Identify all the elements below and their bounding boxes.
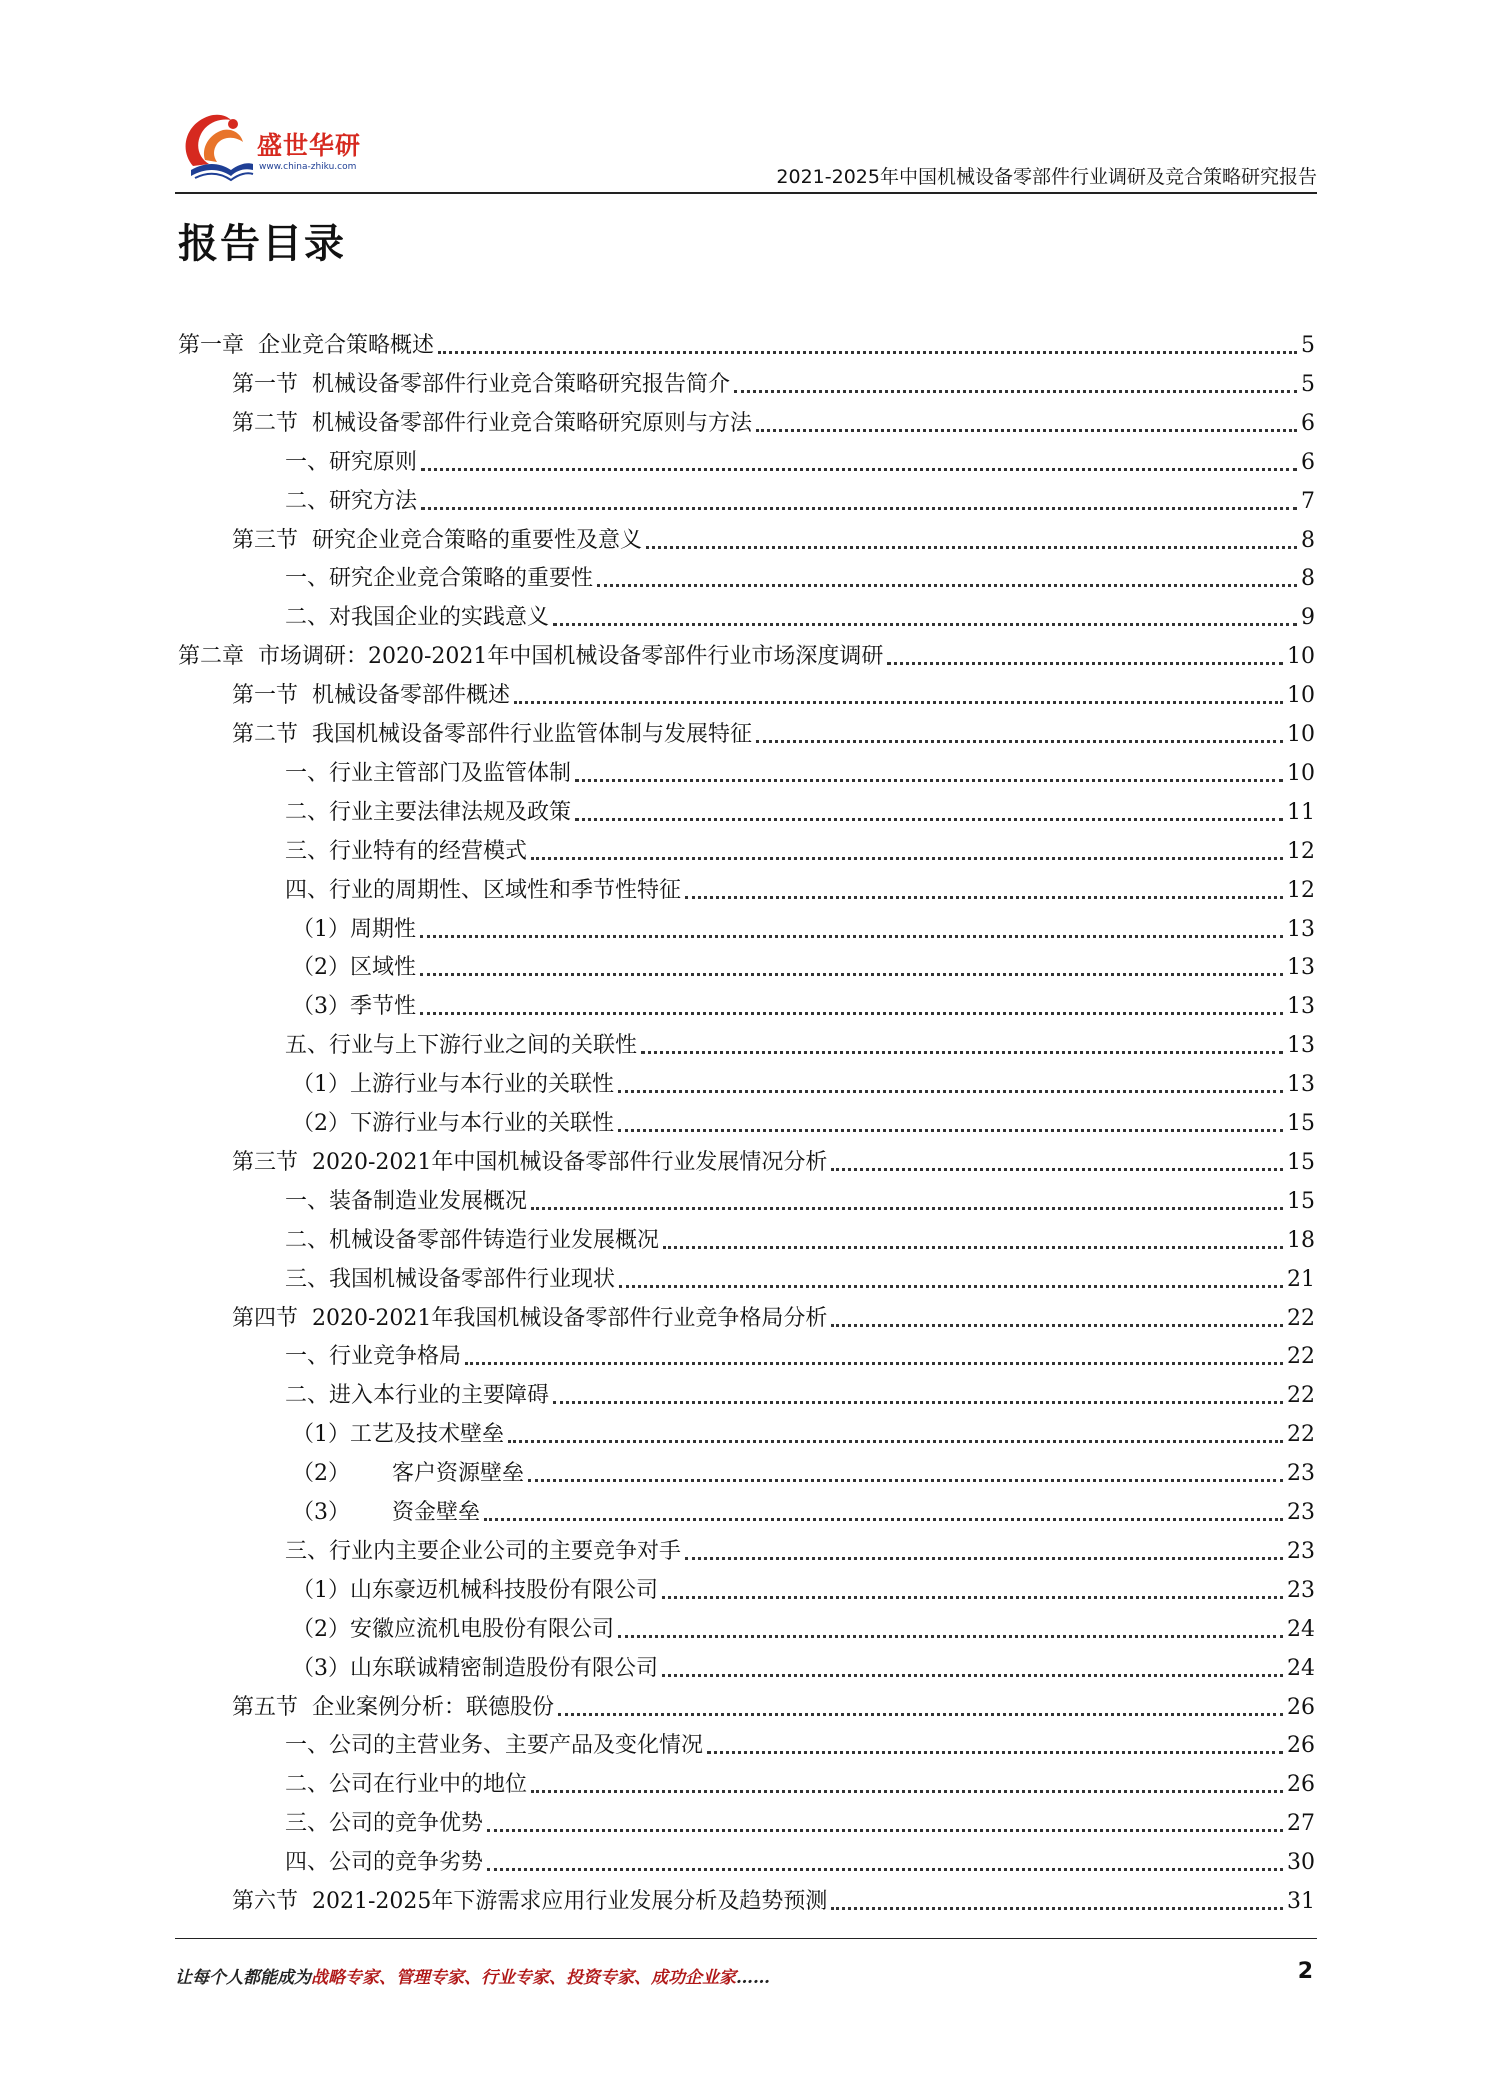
footer-slogan-highlight: 战略专家、管理专家、行业专家、投资专家、成功企业家 (311, 1968, 736, 1988)
toc-entry[interactable] (178, 1412, 1315, 1450)
toc-entry-title: （3） 资金壁垒 (292, 1500, 480, 1525)
toc-entry-page: 21 (1287, 1266, 1315, 1292)
toc-leader-dots (531, 856, 1283, 860)
toc-leader-dots (662, 1595, 1283, 1599)
toc-entry[interactable] (178, 868, 1315, 906)
toc-leader-dots (734, 389, 1297, 393)
toc-leader-dots (487, 1828, 1283, 1832)
toc-leader-dots (756, 739, 1283, 743)
toc-entry[interactable] (178, 362, 1315, 400)
toc-entry-page: 12 (1287, 877, 1315, 903)
toc-entry[interactable] (178, 1451, 1315, 1489)
footer-slogan-prefix: 让每个人都能成为 (175, 1968, 311, 1988)
toc-entry[interactable] (178, 790, 1315, 828)
toc-leader-dots (553, 622, 1297, 626)
toc-entry[interactable] (178, 907, 1315, 945)
toc-leader-dots (531, 1206, 1283, 1210)
toc-entry-page: 6 (1301, 449, 1315, 475)
toc-entry-page: 30 (1287, 1850, 1315, 1876)
toc-entry-page: 15 (1287, 1111, 1315, 1136)
toc-entry[interactable] (178, 1685, 1315, 1723)
page-header (175, 100, 1317, 194)
toc-entry-page: 13 (1287, 1033, 1315, 1059)
toc-leader-dots (641, 1050, 1283, 1054)
toc-entry[interactable] (178, 829, 1315, 867)
toc-entry-title: （1）工艺及技术壁垒 (292, 1422, 504, 1448)
toc-leader-dots (553, 1400, 1283, 1404)
toc-entry-title: 五、行业与上下游行业之间的关联性 (285, 1033, 638, 1059)
toc-entry-page: 8 (1301, 527, 1315, 553)
toc-entry-title: 三、行业特有的经营模式 (285, 838, 528, 864)
toc-entry-title: 三、行业内主要企业公司的主要竞争对手 (285, 1538, 682, 1564)
logo-emblem-icon (175, 104, 255, 184)
toc-leader-dots (831, 1167, 1283, 1171)
toc-entry-page: 13 (1287, 916, 1315, 942)
toc-entry-title: 二、研究方法 (285, 488, 418, 514)
toc-leader-dots (663, 1245, 1283, 1249)
toc-entry-title: 一、装备制造业发展概况 (285, 1188, 528, 1214)
toc-entry-title: 四、行业的周期性、区域性和季节性特征 (285, 877, 682, 903)
toc-leader-dots (685, 1556, 1283, 1560)
footer-slogan (175, 1963, 770, 1988)
toc-leader-dots (662, 1673, 1283, 1677)
toc-entry-title: 第五节 企业案例分析：联德股份 (232, 1694, 554, 1720)
toc-entry-title: 第二章 市场调研：2020-2021年中国机械设备零部件行业市场深度调研 (178, 644, 884, 670)
toc-entry-title: 一、行业主管部门及监管体制 (285, 760, 572, 786)
toc-leader-dots (438, 350, 1297, 354)
toc-entry-title: 第二节 我国机械设备零部件行业监管体制与发展特征 (232, 722, 752, 747)
toc-entry[interactable] (178, 1568, 1315, 1606)
toc-entry-page: 26 (1287, 1733, 1315, 1759)
toc-entry[interactable] (178, 751, 1315, 789)
toc-entry[interactable] (178, 1101, 1315, 1139)
toc-leader-dots (887, 661, 1283, 665)
toc-entry-title: 第二节 机械设备零部件行业竞合策略研究原则与方法 (232, 410, 752, 436)
toc-entry-page: 22 (1287, 1422, 1315, 1448)
toc-leader-dots (531, 1789, 1283, 1793)
toc-entry[interactable] (178, 1218, 1315, 1256)
toc-entry-page: 31 (1287, 1889, 1315, 1914)
toc-entry-title: （2） 客户资源壁垒 (292, 1461, 524, 1487)
toc-leader-dots (618, 1128, 1283, 1132)
toc-entry-page: 24 (1287, 1655, 1315, 1681)
toc-leader-dots (528, 1478, 1283, 1482)
page-footer (175, 1938, 1317, 1988)
toc-entry-title: 三、公司的竞争优势 (285, 1811, 484, 1837)
toc-entry-title: 二、行业主要法律法规及政策 (285, 799, 572, 825)
toc-entry-title: 第三节 研究企业竞合策略的重要性及意义 (232, 527, 642, 553)
toc-leader-dots (756, 428, 1297, 432)
toc-entry-page: 15 (1287, 1149, 1315, 1175)
toc-leader-dots (484, 1517, 1283, 1521)
toc-entry-title: 二、对我国企业的实践意义 (285, 605, 550, 631)
toc-entry-page: 23 (1287, 1538, 1315, 1564)
toc-leader-dots (575, 778, 1283, 782)
toc-entry[interactable] (178, 712, 1315, 750)
toc-leader-dots (597, 583, 1297, 587)
toc-leader-dots (421, 506, 1297, 510)
logo-url: www.china-zhiku.com (259, 162, 357, 172)
toc-entry-title: 二、公司在行业中的地位 (285, 1772, 528, 1798)
toc-heading: 报告目录 (178, 221, 346, 267)
toc-entry-page: 27 (1287, 1811, 1315, 1837)
toc-entry[interactable] (178, 1840, 1315, 1878)
toc-entry-page: 10 (1287, 683, 1315, 709)
toc-entry-title: 第一节 机械设备零部件概述 (232, 683, 510, 709)
toc-entry-page: 23 (1287, 1461, 1315, 1487)
toc-entry[interactable] (178, 1140, 1315, 1178)
toc-leader-dots (831, 1323, 1283, 1327)
toc-entry-page: 26 (1287, 1772, 1315, 1798)
toc-entry[interactable] (178, 323, 1315, 361)
toc-entry-page: 18 (1287, 1227, 1315, 1253)
toc-entry-title: （3）季节性 (292, 994, 416, 1020)
toc-entry[interactable] (178, 1801, 1315, 1839)
toc-entry[interactable] (178, 1062, 1315, 1100)
toc-entry-page: 7 (1301, 488, 1315, 514)
toc-leader-dots (420, 1011, 1283, 1015)
toc-entry[interactable] (178, 634, 1315, 672)
toc-leader-dots (421, 467, 1297, 471)
toc-entry[interactable] (178, 518, 1315, 556)
toc-entry[interactable] (178, 1879, 1315, 1917)
toc-entry-page: 5 (1301, 333, 1315, 358)
toc-entry-page: 23 (1287, 1500, 1315, 1525)
toc-entry-title: 第一节 机械设备零部件行业竞合策略研究报告简介 (232, 371, 730, 397)
toc-entry[interactable] (178, 401, 1315, 439)
toc-entry-title: 二、机械设备零部件铸造行业发展概况 (285, 1227, 660, 1253)
toc-entry[interactable] (178, 945, 1315, 983)
toc-entry-title: （3）山东联诚精密制造股份有限公司 (292, 1655, 658, 1681)
toc-entry-page: 13 (1287, 955, 1315, 981)
toc-entry-page: 10 (1287, 644, 1315, 670)
toc-entry-page: 5 (1301, 371, 1315, 397)
toc-entry[interactable] (178, 556, 1315, 594)
toc-entry[interactable] (178, 1529, 1315, 1567)
toc-entry[interactable] (178, 1023, 1315, 1061)
toc-entry-title: 二、进入本行业的主要障碍 (285, 1383, 550, 1409)
toc-entry[interactable] (178, 440, 1315, 478)
toc-leader-dots (558, 1712, 1283, 1716)
toc-leader-dots (831, 1906, 1283, 1910)
toc-entry[interactable] (178, 1373, 1315, 1411)
toc-entry-title: 一、研究原则 (285, 449, 418, 475)
brand-logo (175, 100, 405, 188)
toc-entry[interactable] (178, 984, 1315, 1022)
toc-entry-title: （1）上游行业与本行业的关联性 (292, 1072, 614, 1098)
toc-leader-dots (487, 1867, 1283, 1871)
toc-entry-page: 6 (1301, 410, 1315, 436)
toc-entry-page: 10 (1287, 760, 1315, 786)
toc-leader-dots (514, 700, 1283, 704)
toc-entry-page: 24 (1287, 1616, 1315, 1642)
toc-entry-page: 11 (1287, 799, 1315, 825)
toc-entry-title: （1）山东豪迈机械科技股份有限公司 (292, 1577, 658, 1603)
toc-entry-title: 一、公司的主营业务、主要产品及变化情况 (285, 1733, 704, 1759)
toc-leader-dots (575, 817, 1283, 821)
toc-entry-page: 10 (1287, 722, 1315, 747)
toc-leader-dots (685, 895, 1283, 899)
toc-entry-title: 第四节 2020-2021年我国机械设备零部件行业竞争格局分析 (232, 1305, 828, 1331)
toc-entry-page: 9 (1301, 605, 1315, 631)
toc-entry-title: 第六节 2021-2025年下游需求应用行业发展分析及趋势预测 (232, 1889, 828, 1914)
toc-entry-page: 15 (1287, 1188, 1315, 1214)
toc-entry-title: （2）区域性 (292, 955, 416, 981)
toc-entry-page: 26 (1287, 1694, 1315, 1720)
toc-entry[interactable] (178, 1646, 1315, 1684)
toc-entry-title: 一、研究企业竞合策略的重要性 (285, 566, 594, 592)
toc-entry-page: 22 (1287, 1344, 1315, 1370)
toc-entry-page: 22 (1287, 1383, 1315, 1409)
toc-leader-dots (618, 1634, 1283, 1638)
logo-brand-name: 盛世华研 (257, 131, 362, 160)
toc-entry[interactable] (178, 1762, 1315, 1800)
toc-entry-page: 13 (1287, 1072, 1315, 1098)
toc-leader-dots (420, 934, 1283, 938)
toc-entry-page: 23 (1287, 1577, 1315, 1603)
report-title: 2021-2025年中国机械设备零部件行业调研及竞合策略研究报告 (776, 166, 1317, 188)
toc-entry-title: 一、行业竞争格局 (285, 1344, 462, 1370)
toc-entry-title: 三、我国机械设备零部件行业现状 (285, 1266, 616, 1292)
toc-leader-dots (508, 1439, 1283, 1443)
toc-entry[interactable] (178, 595, 1315, 633)
toc-entry-title: 第三节 2020-2021年中国机械设备零部件行业发展情况分析 (232, 1149, 828, 1175)
toc-entry[interactable] (178, 1179, 1315, 1217)
toc-entry-title: （2）安徽应流机电股份有限公司 (292, 1616, 614, 1642)
toc-entry-title: 第一章 企业竞合策略概述 (178, 333, 434, 358)
toc-entry[interactable] (178, 1723, 1315, 1761)
toc-entry[interactable] (178, 1296, 1315, 1334)
toc-entry[interactable] (178, 1257, 1315, 1295)
toc-leader-dots (707, 1750, 1283, 1754)
toc-entry-page: 12 (1287, 838, 1315, 864)
toc-entry[interactable] (178, 479, 1315, 517)
toc-entry-title: （2）下游行业与本行业的关联性 (292, 1111, 614, 1136)
toc-entry[interactable] (178, 1490, 1315, 1528)
toc-entry[interactable] (178, 1607, 1315, 1645)
toc-entry-title: （1）周期性 (292, 916, 416, 942)
toc-entry-title: 四、公司的竞争劣势 (285, 1850, 484, 1876)
toc-entry-page: 8 (1301, 566, 1315, 592)
toc-entry[interactable] (178, 673, 1315, 711)
page-number: 2 (1297, 1959, 1313, 1984)
toc-leader-dots (619, 1284, 1283, 1288)
toc-entry-page: 22 (1287, 1305, 1315, 1331)
toc-leader-dots (420, 972, 1283, 976)
toc-entry-page: 13 (1287, 994, 1315, 1020)
toc-entry[interactable] (178, 1334, 1315, 1372)
toc-leader-dots (646, 545, 1297, 549)
toc-leader-dots (465, 1361, 1283, 1365)
footer-slogan-suffix: …… (736, 1968, 770, 1988)
toc-leader-dots (618, 1089, 1283, 1093)
